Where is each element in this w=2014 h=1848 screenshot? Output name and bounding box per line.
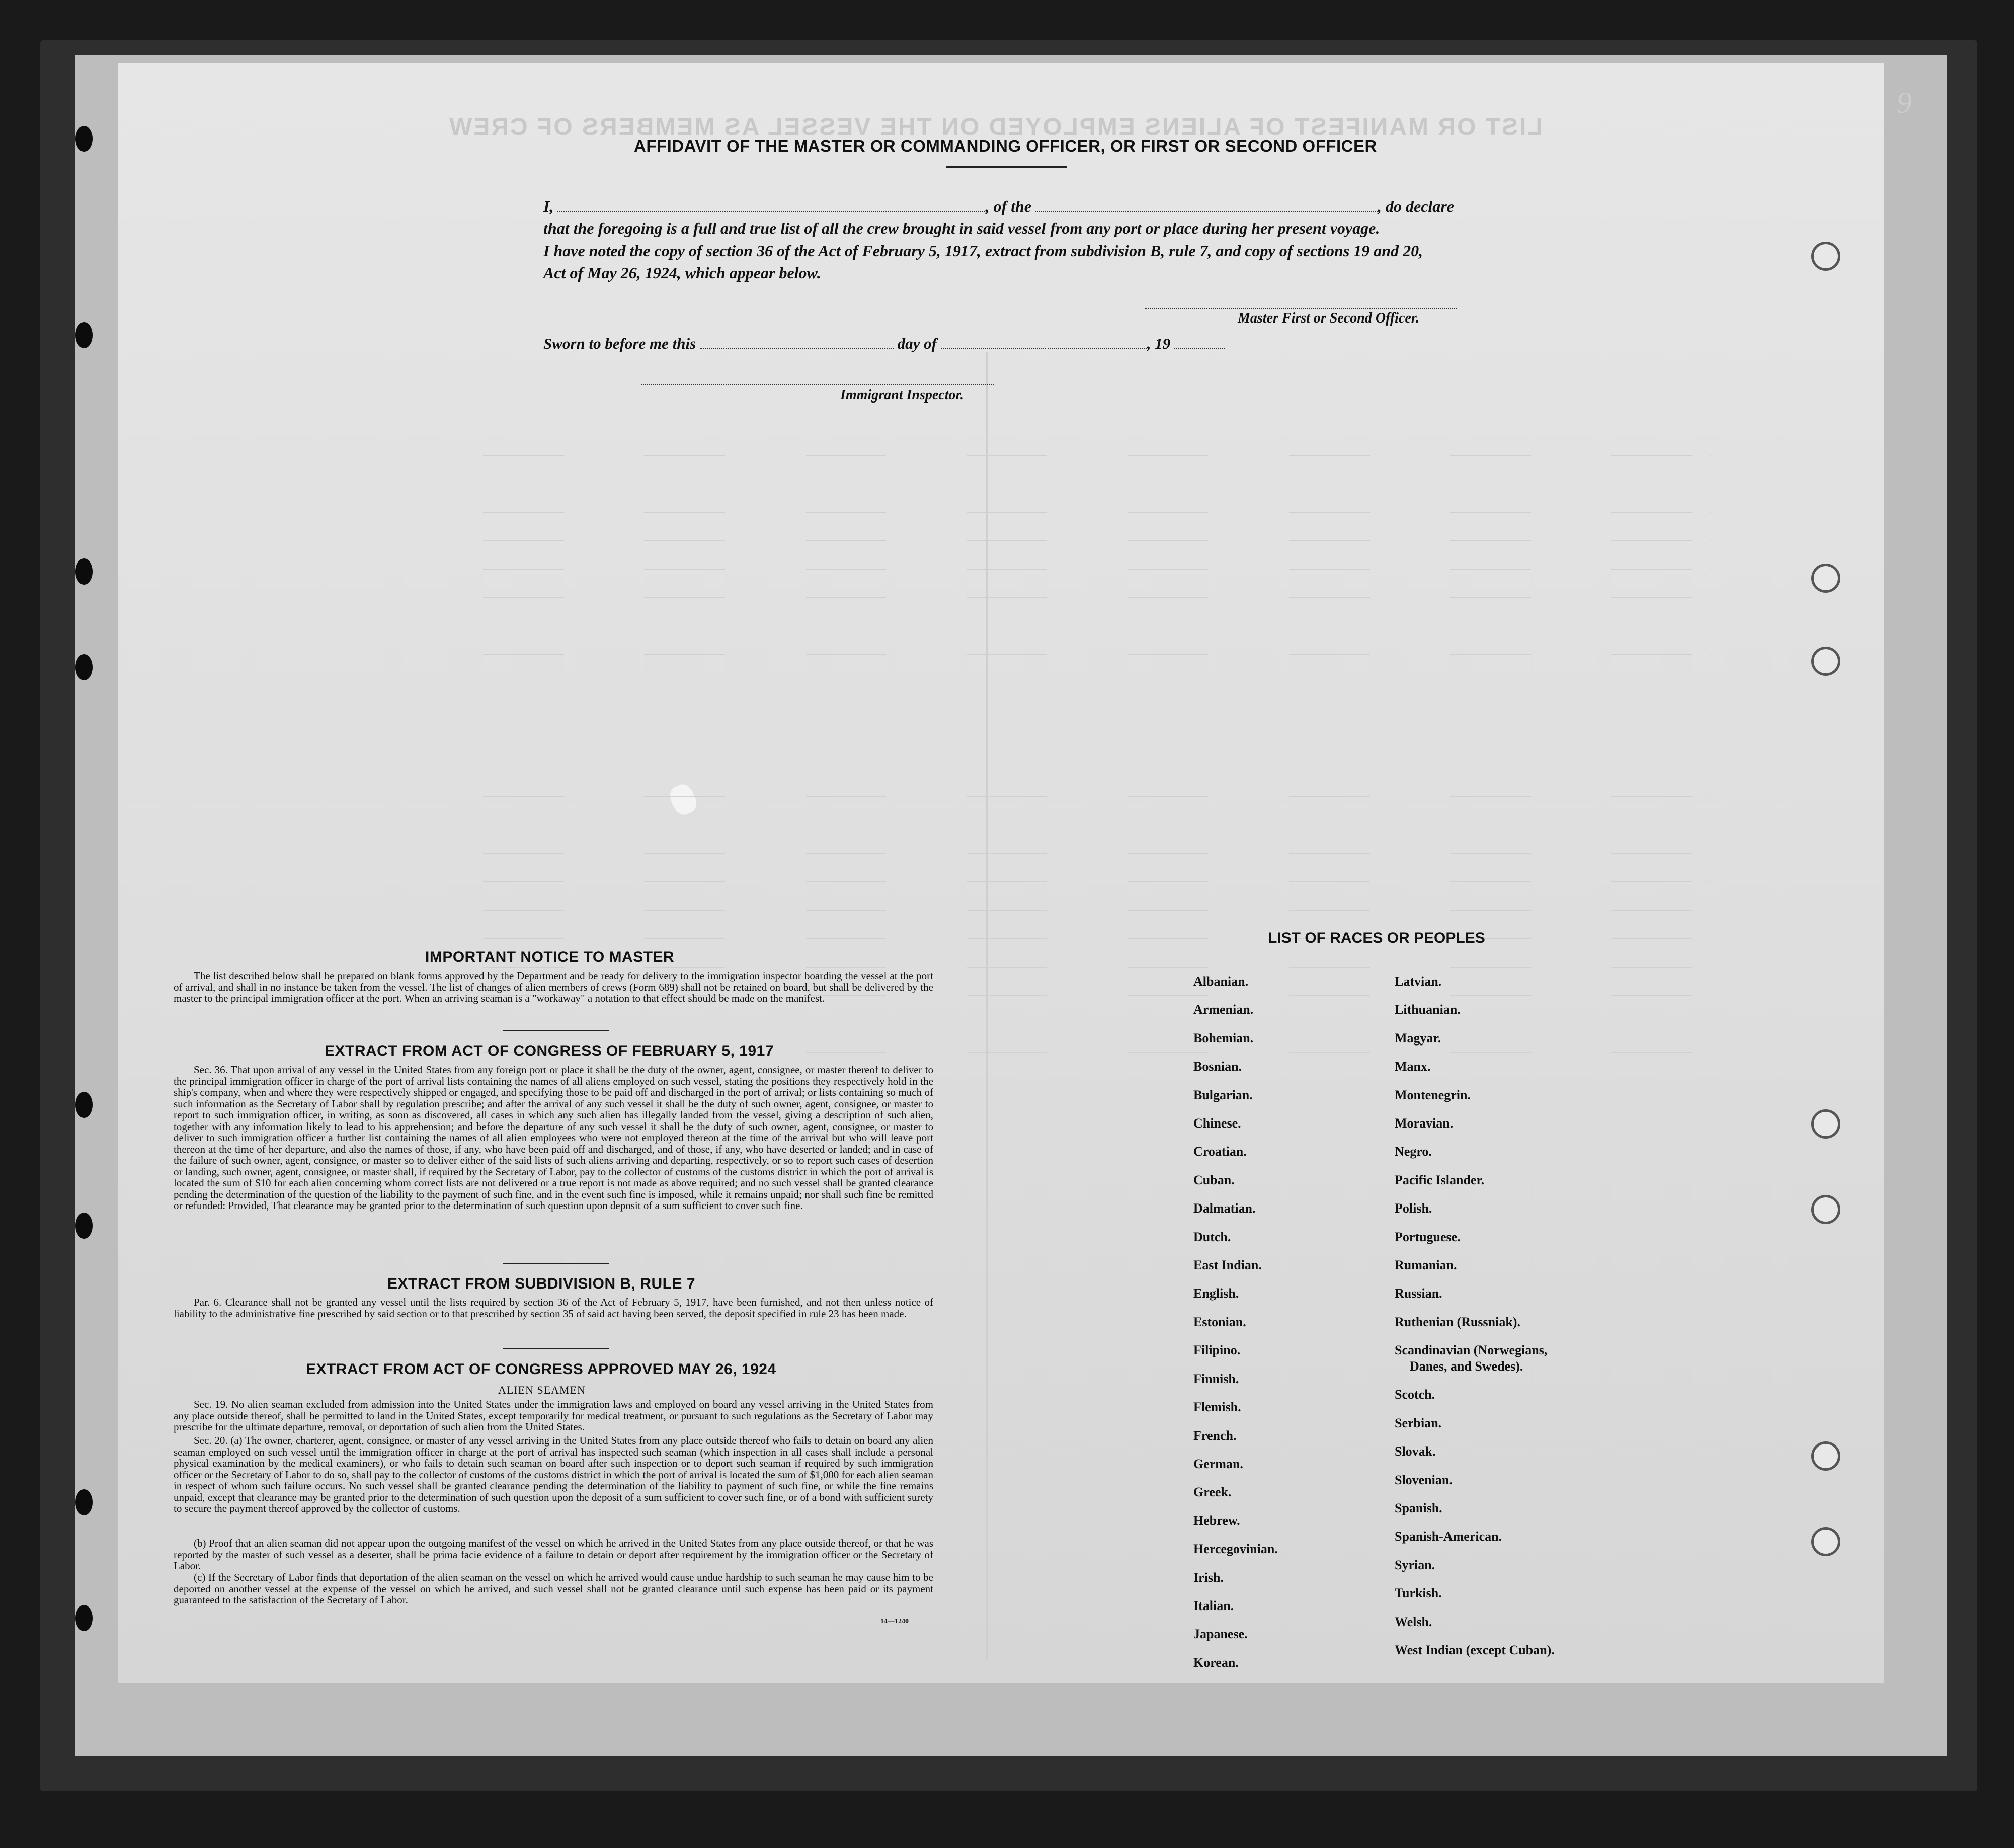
extract-1917-title: EXTRACT FROM ACT OF CONGRESS OF FEBRUARY 5, 1917 <box>325 1042 774 1059</box>
bleed-through-row <box>453 901 1711 911</box>
center-fold <box>986 352 988 1660</box>
race-item: Greek. <box>1193 1485 1232 1500</box>
declaration-line-2: that the foregoing is a full and true list of all the crew brought in said vessel from any port or place during her present voyage. <box>543 219 1380 237</box>
bleed-through-row <box>453 929 1711 939</box>
race-item: Dalmatian. <box>1193 1201 1256 1216</box>
hole-reinforcement-ring <box>1811 242 1840 271</box>
race-item: Serbian. <box>1395 1415 1442 1430</box>
race-item: Italian. <box>1193 1598 1234 1613</box>
bleed-through-row <box>453 418 1711 427</box>
bleed-through-row <box>453 560 1711 570</box>
hole-reinforcement-ring <box>1811 1527 1840 1556</box>
race-item: French. <box>1193 1428 1237 1443</box>
alien-seamen-subtitle: ALIEN SEAMEN <box>498 1384 586 1396</box>
race-item: Bohemian. <box>1193 1030 1254 1046</box>
sec-20a-body: Sec. 20. (a) The owner, charterer, agent, consignee, or master of any vessel arriving in the United States from any place outside thereof who fails to detain on board any alien seaman employed on such vessel until the immigration officer in charge at the port of arrival has inspected such seaman (which inspection in all cases shall include a personal physical examination by the medical examiners), or who fails to detain such seaman on board after such inspection or to deport such seaman if required by such immigration officer or the Secretary of Labor to do so, shall pay to the collector of customs of the customs district in which the port of arrival is located the sum of $1,000 for each alien seaman in respect of whom such failure occurs. No such vessel shall be granted clearance pending the determination of the liability to payment of such fine, or while the fine remains unpaid, except that clearance may be granted prior to the determination of such question upon the deposit of a sum sufficient to cover such fine, or of a bond with sufficient surety to secure the payment thereof approved by the collector of customs. <box>174 1434 933 1514</box>
day-of-label: day of <box>897 335 937 352</box>
race-item: Pacific Islander. <box>1395 1172 1485 1187</box>
sec-20b-body: (b) Proof that an alien seaman did not appear upon the outgoing manifest of the vessel on which he arrived in the United States from any place outside thereof, or that he was reported by the master of such vessel as a deserter, shall be prima facie evidence of a failure to detain or deport after requirement by the immigration officer or the Secretary of Labor. <box>174 1537 933 1572</box>
race-item: Bosnian. <box>1193 1059 1242 1074</box>
race-item: Chinese. <box>1193 1116 1241 1131</box>
bleed-through-row <box>453 872 1711 882</box>
race-item: Finnish. <box>1193 1371 1239 1386</box>
sworn-line <box>543 335 1225 353</box>
bleed-through-row <box>453 503 1711 513</box>
race-item: Manx. <box>1395 1059 1431 1074</box>
master-signature-line[interactable] <box>1145 308 1457 309</box>
notice-body: The list described below shall be prepared on blank forms approved by the Department and be ready for delivery to the immigration inspector boarding the vessel at the port of arrival, and shall in no instance be taken from the vessel. The list of changes of alien members of crews (Form 689) shall not be retained on board, but shall be delivered by the master to the principal immigration officer at the port. When an arriving seaman is a "workaway" a notation to that effect should be made on the manifest. <box>174 970 933 1004</box>
affidavit-heading: AFFIDAVIT OF THE MASTER OR COMMANDING OFFICER, OR FIRST OR SECOND OFFICER <box>634 137 1377 155</box>
bleed-through-row <box>453 702 1711 711</box>
inspector-signature-label: Immigrant Inspector. <box>840 387 964 403</box>
bleed-through-row <box>453 645 1711 655</box>
race-item: Flemish. <box>1193 1400 1241 1415</box>
affidavit-declaration <box>543 195 1489 284</box>
race-item: Spanish. <box>1395 1500 1442 1515</box>
races-column-1 <box>1193 968 1278 1677</box>
sec-19-body: Sec. 19. No alien seaman excluded from admission into the United States under the immigration laws and employed on board any vessel arriving in the United States from any place outside thereof, shall be permitted to land in the United States, except temporarily for medical treatment, or pursuant to such regulations as the Secretary of Labor may prescribe for the ultimate departure, removal, or deportation of such alien from the United States. <box>174 1398 933 1433</box>
race-item: Russian. <box>1395 1286 1442 1301</box>
punch-hole <box>75 1213 93 1239</box>
race-item: Spanish-American. <box>1395 1529 1502 1544</box>
race-item: Magyar. <box>1395 1030 1441 1046</box>
sec-20c-body: (c) If the Secretary of Labor finds that deportation of the alien seaman on the vessel on which he arrived would cause undue hardship to such seaman he may cause him to be deported on another vessel at the expense of the vessel on which he arrived, and such vessel shall not be granted clearance until such expense has been paid or its payment guaranteed to the satisfaction of the Secretary of Labor. <box>174 1571 933 1606</box>
hole-reinforcement-ring <box>1811 1441 1840 1471</box>
race-item: Moravian. <box>1395 1116 1454 1131</box>
race-item: Danes, and Swedes). <box>1410 1359 1523 1374</box>
race-item: Syrian. <box>1395 1557 1435 1572</box>
rule7-title: EXTRACT FROM SUBDIVISION B, RULE 7 <box>387 1275 696 1292</box>
extract-1924-title: EXTRACT FROM ACT OF CONGRESS APPROVED MAY 26, 1924 <box>306 1361 776 1378</box>
page-number: 9 <box>1897 86 1912 119</box>
sworn-prefix: Sworn to before me this <box>543 335 696 352</box>
race-item: East Indian. <box>1193 1258 1262 1273</box>
of-the-label: , of the <box>985 197 1031 215</box>
hole-reinforcement-ring <box>1811 647 1840 676</box>
bleed-through-row <box>453 787 1711 797</box>
bleed-through-row <box>453 674 1711 683</box>
race-item: Irish. <box>1193 1570 1224 1585</box>
year-prefix: , 19 <box>1147 335 1171 352</box>
race-item: Welsh. <box>1395 1614 1432 1629</box>
race-item: Rumanian. <box>1395 1258 1457 1273</box>
race-item: Dutch. <box>1193 1229 1231 1244</box>
section-divider <box>503 1030 609 1031</box>
form-number: 14—1240 <box>880 1618 909 1625</box>
race-item: Polish. <box>1395 1201 1432 1216</box>
race-item: Cuban. <box>1193 1172 1235 1187</box>
race-item: English. <box>1193 1286 1239 1301</box>
do-declare-label: , do declare <box>1378 197 1454 215</box>
race-item: Slovak. <box>1395 1444 1436 1459</box>
race-item: Korean. <box>1193 1655 1239 1670</box>
bleed-through-row <box>453 531 1711 541</box>
bleed-through-row <box>453 731 1711 740</box>
declaration-line-4: Act of May 26, 1924, which appear below. <box>543 264 821 282</box>
bleed-through-row <box>453 816 1711 825</box>
race-item: German. <box>1193 1456 1243 1471</box>
inspector-signature-line[interactable] <box>641 384 994 385</box>
race-item: Hercegovinian. <box>1193 1542 1278 1557</box>
sworn-day-blank[interactable] <box>700 336 894 349</box>
punch-hole <box>75 126 93 152</box>
punch-hole <box>75 654 93 680</box>
race-item: Latvian. <box>1395 974 1442 989</box>
race-item: Estonian. <box>1193 1314 1246 1329</box>
section-divider <box>503 1348 609 1349</box>
section-divider <box>503 1263 609 1264</box>
extract-1917-body: Sec. 36. That upon arrival of any vessel in the United States from any foreign port or place it shall be the duty of the owner, agent, consignee, or master thereof to deliver to the principal immigration officer in charge of the port of arrival lists containing the names of all aliens employed on such vessel, stating the positions they respectively hold in the ship's company, when and where they were respectively shipped or engaged, and specifying those to be paid off and discharged in the port of arrival; or lists containing so much of such information as the Secretary of Labor shall by regulation prescribe; and after the arrival of any such vessel it shall be the duty of such owner, agent, consignee, or master to report to such immigration officer, in writing, as soon as discovered, all cases in which any such alien has illegally landed from the vessel, giving a description of such alien, together with any information likely to lead to his apprehension; and before the departure of any such vessel it shall be the duty of such owner, agent, consignee, or master to deliver to such immigration officer a further list containing the names of all alien employees who were not employed thereon at the time of the arrival but who will leave port thereon at the time of her departure, and also the names of those, if any, who have been paid off and discharged, and of those, if any, who have deserted or landed; and in case of the failure of such owner, agent, consignee, or master so to deliver either of the said lists of such aliens arriving and departing, respectively, or so to report such cases of desertion or landing, such owner, agent, consignee, or master shall, if required by the Secretary of Labor, pay to the collector of customs of the customs district in which the port of arrival is located the sum of $10 for each alien concerning whom correct lists are not delivered or a true report is not made as above required; and no such vessel shall be granted clearance pending the determination of the question of the liability to the payment of such fine, and in the event such fine is imposed, while it remains unpaid; nor shall such fine be remitted or refunded: Provided, That clearance may be granted prior to the determination of such question upon deposit of a sum sufficient to cover such fine. <box>174 1064 933 1212</box>
race-item: Hebrew. <box>1193 1513 1240 1528</box>
races-column-2 <box>1395 968 1555 1664</box>
race-item: Ruthenian (Russniak). <box>1395 1314 1520 1329</box>
master-signature-label: Master First or Second Officer. <box>1238 310 1420 326</box>
hole-reinforcement-ring <box>1811 1195 1840 1224</box>
rule7-body: Par. 6. Clearance shall not be granted any vessel until the lists required by section 36 of the Act of February 5, 1917, have been furnished, and not then unless notice of liability to the administrative fine prescribed by said section or to that prescribed by section 35 of said act having been served, the deposit specified in rule 23 has been made. <box>174 1296 933 1320</box>
hole-reinforcement-ring <box>1811 564 1840 593</box>
heading-rule <box>946 166 1067 168</box>
bleed-through-row <box>453 474 1711 484</box>
i-label: I, <box>543 197 554 215</box>
declaration-line-1 <box>543 195 1489 217</box>
bleed-through-row <box>453 588 1711 598</box>
race-item: Montenegrin. <box>1395 1087 1471 1102</box>
punch-hole <box>75 1489 93 1515</box>
race-item: Armenian. <box>1193 1002 1254 1017</box>
race-item: Croatian. <box>1193 1144 1247 1159</box>
hole-reinforcement-ring <box>1811 1109 1840 1139</box>
declaration-line-3: I have noted the copy of section 36 of the Act of February 5, 1917, extract from subdivision B, rule 7, and copy of sections 19 and 20, <box>543 242 1423 260</box>
bleed-through-row <box>453 446 1711 456</box>
race-item: Scandinavian (Norwegians, <box>1395 1343 1548 1358</box>
race-item: Bulgarian. <box>1193 1087 1253 1102</box>
punch-hole <box>75 322 93 348</box>
punch-hole <box>75 1605 93 1631</box>
race-item: Japanese. <box>1193 1627 1248 1642</box>
race-item: Negro. <box>1395 1144 1432 1159</box>
race-item: West Indian (except Cuban). <box>1395 1642 1555 1657</box>
race-item: Albanian. <box>1193 974 1249 989</box>
sworn-year-blank[interactable] <box>1174 336 1225 349</box>
punch-hole <box>75 1092 93 1118</box>
race-item: Scotch. <box>1395 1387 1435 1402</box>
race-item: Filipino. <box>1193 1343 1241 1358</box>
race-item: Turkish. <box>1395 1586 1442 1601</box>
officer-name-blank[interactable] <box>557 199 985 212</box>
sworn-month-blank[interactable] <box>941 336 1147 349</box>
race-item: Portuguese. <box>1395 1229 1461 1244</box>
punch-hole <box>75 558 93 585</box>
bleed-through-title: LIST OR MANIFEST OF ALIENS EMPLOYED ON THE VESSEL AS MEMBERS OF CREW <box>448 114 1543 140</box>
race-item: Slovenian. <box>1395 1472 1453 1487</box>
bleed-through-row <box>453 759 1711 768</box>
notice-title: IMPORTANT NOTICE TO MASTER <box>425 949 675 966</box>
bleed-through-row <box>453 844 1711 854</box>
vessel-name-blank[interactable] <box>1035 199 1378 212</box>
bleed-through-row <box>453 617 1711 626</box>
races-title: LIST OF RACES OR PEOPLES <box>1268 930 1485 946</box>
race-item: Lithuanian. <box>1395 1002 1461 1017</box>
